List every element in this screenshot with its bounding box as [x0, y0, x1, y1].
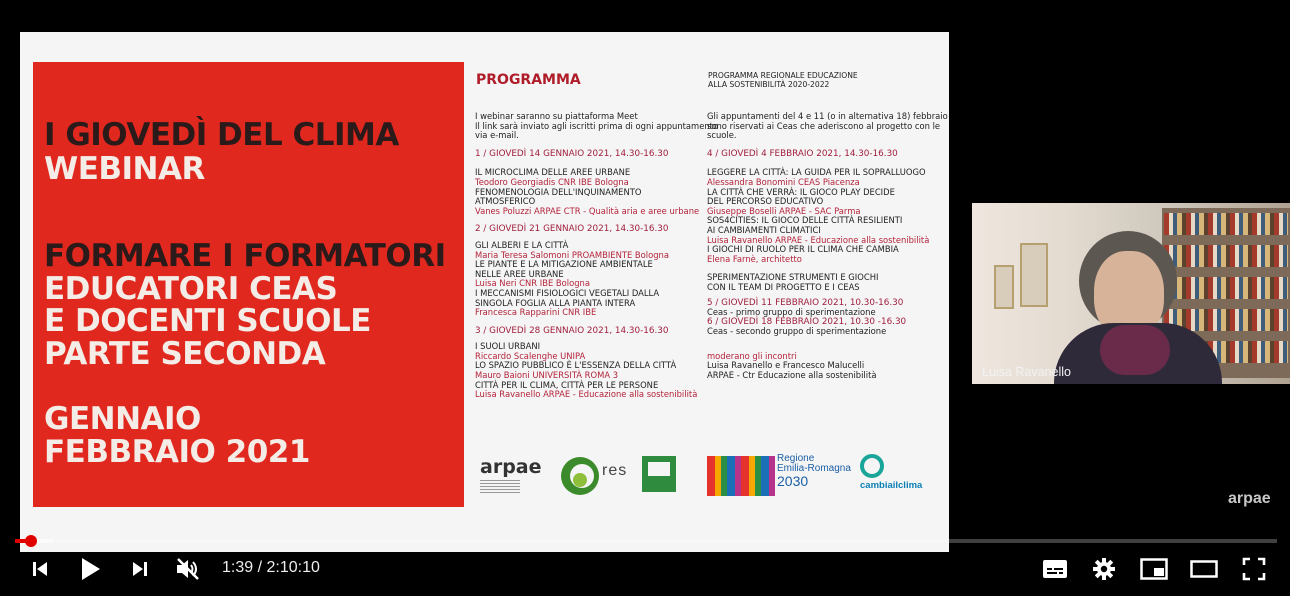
seek-bar[interactable]: [15, 539, 1277, 543]
emilia-romagna-shield-logo: [642, 456, 676, 492]
slide-subtitle-4: PARTE SECONDA: [44, 336, 326, 372]
slide-subtitle-2: EDUCATORI CEAS: [44, 271, 338, 307]
arpae-logo: arpae: [480, 456, 542, 494]
fullscreen-icon: [1242, 557, 1266, 581]
time-display: [222, 559, 320, 577]
title-panel: [33, 62, 464, 507]
session-date: 3 / GIOVEDÌ 28 GENNAIO 2021, 14.30-16.30: [475, 325, 669, 336]
cambiailclima-logo: cambiailclima: [860, 454, 940, 498]
ores-logo: res: [560, 454, 636, 498]
theater-mode-icon: [1190, 560, 1218, 578]
program-right-column: Gli appuntamenti del 4 e 11 (o in alternativa 18) febbraio sono riservati ai Ceas che aderiscono al progetto con le scuole. 4 / GIOVEDÌ 4 FEBBRAIO 2021, 14.30-16.30 LEGGERE LA CITTÀ: LA GUIDA PER IL SOPRALLUOGO Alessandra Bonomini CEAS Piacenza LA CITTÀ CHE VERRÀ: IL GIOCO PLAY DECIDE DEL PERCORSO EDUCATIVO Giuseppe Boselli ARPAE - SAC Parma SOS4CITIES: IL GIOCO DELLE CITTÀ RESILIENTI AI CAMBIAMENTI CLIMATICI Luisa Ravanello ARPAE - Educazione alla sostenibilità I GIOCHI DI RUOLO PER IL CLIMA CHE CAMBIA Elena Farnè, architetto SPERIMENTAZIONE STRUMENTI E GIOCHI CON IL TEAM DI PROGETTO E I CEAS 5 / GIOVEDÌ 11 FEBBRAIO 2021, 10.30-16.30 Ceas - primo gruppo di sperimentazione 6 / GIOVEDÌ 18 FEBBRAIO 2021, 10.30 -16.30 Ceas - secondo gruppo di sperimentazione moderano gli incontri Luisa Ravanello e Francesco Malucelli ARPAE - Ctr Educazione alla sostenibilità: [707, 111, 948, 381]
cambiailclima-circle-icon: [860, 454, 884, 478]
subtitles-icon: [1042, 559, 1068, 579]
volume-muted-icon: [174, 557, 202, 581]
gear-icon: [1092, 557, 1116, 581]
regione-2030-logo: Regione Emilia-Romagna 2030: [707, 452, 857, 500]
speaker-scarf: [1100, 325, 1170, 375]
theater-mode-button[interactable]: [1188, 552, 1220, 586]
miniplayer-icon: [1140, 558, 1168, 580]
intro-line: I webinar saranno su piattaforma Meet: [475, 111, 638, 121]
time-separator: /: [253, 559, 267, 576]
scrubber-handle[interactable]: [25, 535, 37, 547]
play-button[interactable]: [74, 552, 106, 586]
fullscreen-button[interactable]: [1238, 552, 1270, 586]
wall-picture: [994, 265, 1014, 309]
subtitles-button[interactable]: [1039, 552, 1071, 586]
intro-line: Il link sarà inviato agli iscritti prima di ogni appuntamento: [475, 120, 719, 131]
play-icon: [79, 557, 101, 581]
skip-previous-icon: [30, 559, 50, 579]
participant-name: Luisa Ravanello: [982, 365, 1071, 379]
previous-button[interactable]: [26, 552, 54, 586]
duration: 2:10:10: [266, 559, 320, 576]
miniplayer-button[interactable]: [1138, 552, 1170, 586]
ores-swirl-icon: [560, 454, 600, 498]
session-date: 4 / GIOVEDÌ 4 FEBBRAIO 2021, 14.30-16.30: [707, 148, 898, 159]
program-title: PROGRAMMA: [476, 72, 581, 88]
session-date: 5 / GIOVEDÌ 11 FEBBRAIO 2021, 10.30-16.30: [707, 297, 904, 308]
settings-button[interactable]: [1088, 552, 1120, 586]
current-time: 1:39: [222, 559, 254, 576]
webcam-tile: [972, 203, 1290, 384]
regional-program: PROGRAMMA REGIONALE EDUCAZIONE ALLA SOSTENIBILITÀ 2020-2022: [708, 71, 858, 89]
slide-title-webinar: WEBINAR: [44, 151, 205, 187]
slide-title: I GIOVEDÌ DEL CLIMA: [44, 117, 399, 153]
wall-picture: [1020, 243, 1048, 307]
slide-date-2: FEBBRAIO 2021: [44, 434, 310, 470]
session-date: 6 / GIOVEDÌ 18 FEBBRAIO 2021, 10.30 -16.30: [707, 316, 907, 327]
session-date: 1 / GIOVEDÌ 14 GENNAIO 2021, 14.30-16.30: [475, 148, 669, 159]
next-button[interactable]: [126, 552, 154, 586]
slide-subtitle-1: FORMARE I FORMATORI: [44, 238, 446, 274]
session-date: 2 / GIOVEDÌ 21 GENNAIO 2021, 14.30-16.30: [475, 224, 669, 235]
slide-date-1: GENNAIO: [44, 401, 201, 437]
partner-logos: [480, 452, 940, 512]
program-left-column: I webinar saranno su piattaforma Meet Il link sarà inviato agli iscritti prima di ogni appuntamento via e-mail. 1 / GIOVEDÌ 14 GENNAIO 2021, 14.30-16.30 IL MICROCLIMA DELLE AREE URBANE Teodoro Georgiadis CNR IBE Bologna FENOMENOLOGIA DELL'INQUINAMENTO ATMOSFERICO Vanes Poluzzi ARPAE CTR - Qualità aria e aree urbane 2 / GIOVEDÌ 21 GENNAIO 2021, 14.30-16.30 GLI ALBERI E LA CITTÀ Maria Teresa Salomoni PROAMBIENTE Bologna LE PIANTE E LA MITIGAZIONE AMBIENTALE NELLE AREE URBANE Luisa Neri CNR IBE Bologna I MECCANISMI FISIOLOGICI VEGETALI DALLA SINGOLA FOGLIA ALLA PIANTA INTERA Francesca Rapparini CNR IBE 3 / GIOVEDÌ 28 GENNAIO 2021, 14.30-16.30 I SUOLI URBANI Riccardo Scalenghe UNIPA LO SPAZIO PUBBLICO È L'ESSENZA DELLA CITTÀ Mauro Baioni UNIVERSITÀ ROMA 3 CITTÀ PER IL CLIMA, CITTÀ PER LE PERSONE Luisa Ravanello ARPAE - Educazione alla sostenibilità: [475, 111, 719, 400]
mute-button[interactable]: [172, 552, 204, 586]
intro-line: via e-mail.: [475, 130, 519, 141]
skip-next-icon: [130, 559, 150, 579]
presentation-slide: [20, 32, 949, 552]
arpae-watermark: arpae: [1228, 490, 1271, 507]
slide-subtitle-3: E DOCENTI SCUOLE: [44, 303, 371, 339]
